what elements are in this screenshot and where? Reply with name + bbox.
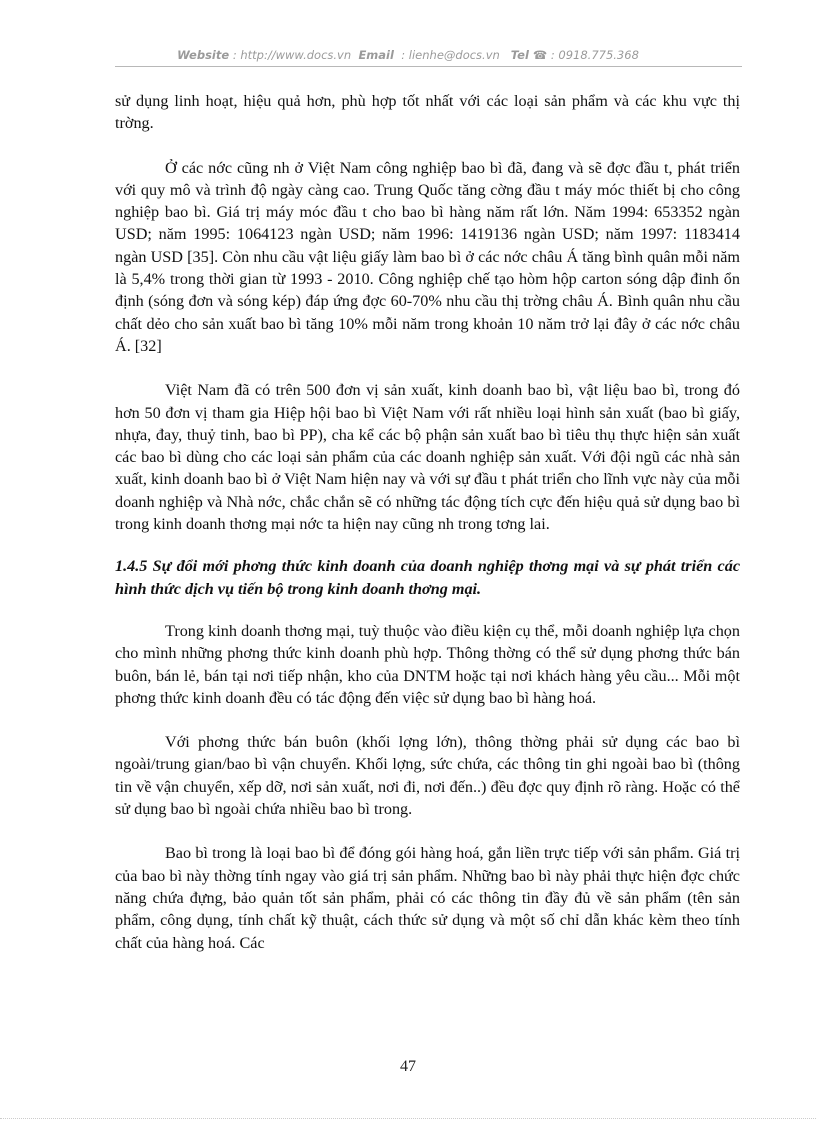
page-body bbox=[115, 90, 740, 976]
paragraph-packaging-industry-asia: Ở các nớc cũng nh ở Việt Nam công nghiệp bao bì đã, đang và sẽ đợc đầu t, phát triển với quy mô và trình độ ngày càng cao. Trung Quốc tăng cờng đầu t máy móc thiết bị cho công nghiệp bao bì. Giá trị máy móc đầu t cho bao bì hàng năm rất lớn. Năm 1994: 653352 ngàn USD; năm 1995: 1064123 ngàn USD; năm 1996: 1419136 ngàn USD; năm 1997: 1183414 ngàn USD [35]. Còn nhu cầu vật liệu giấy làm bao bì ở các nớc châu Á tăng bình quân mỗi năm là 5,4% trong thời gian từ 1993 - 2010. Công nghiệp chế tạo hòm hộp carton sóng dập đinh ổn định (sóng đơn và sóng kép) đáp ứng đợc 60-70% nhu cầu thị trờng châu Á. Bình quân nhu cầu chất dẻo cho sản xuất bao bì tăng 10% mỗi năm trong khoản 10 năm trở lại đây ở các nớc châu Á. [32] bbox=[115, 158, 740, 355]
header-divider bbox=[115, 66, 742, 67]
paragraph-inner-packaging: Bao bì trong là loại bao bì để đóng gói hàng hoá, gắn liền trực tiếp với sản phẩm. Giá trị của bao bì này thờng tính ngay vào giá trị sản phẩm. Những bao bì này phải thực hiện đợc chức năng chứa đựng, bảo quản tốt sản phẩm, phải có các thông tin đầy đủ về sản phẩm (tên sản phẩm, công dụng, tính chất kỹ thuật, cách thức sử dụng và một số chỉ dẫn khác kèm theo tính chất của hàng hoá. Các bbox=[115, 844, 740, 952]
email-value: : lienhe@docs.vn bbox=[401, 48, 500, 62]
page-number: 47 bbox=[400, 1058, 416, 1075]
tel-value: : 0918.775.368 bbox=[550, 48, 639, 62]
page-header bbox=[0, 48, 816, 62]
paragraph-packaging-vietnam: Việt Nam đã có trên 500 đơn vị sản xuất, kinh doanh bao bì, vật liệu bao bì, trong đó hơn 50 đơn vị tham gia Hiệp hội bao bì Việt Nam với rất nhiều loại hình sản xuất (bao bì giấy, nhựa, đay, thuỷ tinh, bao bì PP), cha kể các bộ phận sản xuất bao bì tiêu thụ thực hiện sản xuất các bao bì dùng cho các loại sản phẩm của các doanh nghiệp sản xuất. Với đội ngũ các nhà sản xuất, kinh doanh bao bì ở Việt Nam hiện nay và với sự đầu t phát triển cho lĩnh vực này của mỗi doanh nghiệp và Nhà nớc, chắc chắn sẽ có những tác động tích cực đến hiệu quả sử dụng bao bì trong kinh doanh thơng mại nớc ta hiện nay cũng nh trong tơng lai. bbox=[115, 381, 740, 534]
website-value: : http://www.docs.vn bbox=[232, 48, 352, 62]
paragraph-wholesale: Với phơng thức bán buôn (khối lợng lớn), thông thờng phải sử dụng các bao bì ngoài/trung gian/bao bì vận chuyển. Khối lợng, sức chứa, các thông tin ghi ngoài bao bì (thông tin về vận chuyển, xếp dỡ, nơi sản xuất, nơi đi, nơi đến..) đều đợc quy định rõ ràng. Hoặc có thể sử dụng bao bì ngoài chứa nhiều bao bì trong. bbox=[115, 733, 740, 819]
section-heading: 1.4.5 Sự đổi mới phơng thức kinh doanh của doanh nghiệp thơng mại và sự phát triển các hình thức dịch vụ tiến bộ trong kinh doanh thơng mại. bbox=[115, 557, 740, 598]
tel-label: Tel ☎ bbox=[510, 48, 548, 62]
paragraph-business-methods: Trong kinh doanh thơng mại, tuỳ thuộc vào điều kiện cụ thể, mỗi doanh nghiệp lựa chọn cho mình những phơng thức kinh doanh phù hợp. Thông thờng có thể sử dụng phơng thức bán buôn, bán lẻ, bán tại nơi tiếp nhận, kho của DNTM hoặc tại nơi khách hàng yêu cầu... Mỗi một phơng thức kinh doanh đều có tác động đến việc sử dụng bao bì hàng hoá. bbox=[115, 621, 740, 707]
email-label: Email bbox=[358, 48, 394, 62]
paragraph-continuation: sử dụng linh hoạt, hiệu quả hơn, phù hợp tốt nhất với các loại sản phẩm và các khu vực thị trờng. bbox=[115, 92, 740, 133]
website-label: Website bbox=[177, 48, 230, 62]
page-bottom-divider bbox=[0, 1118, 816, 1119]
